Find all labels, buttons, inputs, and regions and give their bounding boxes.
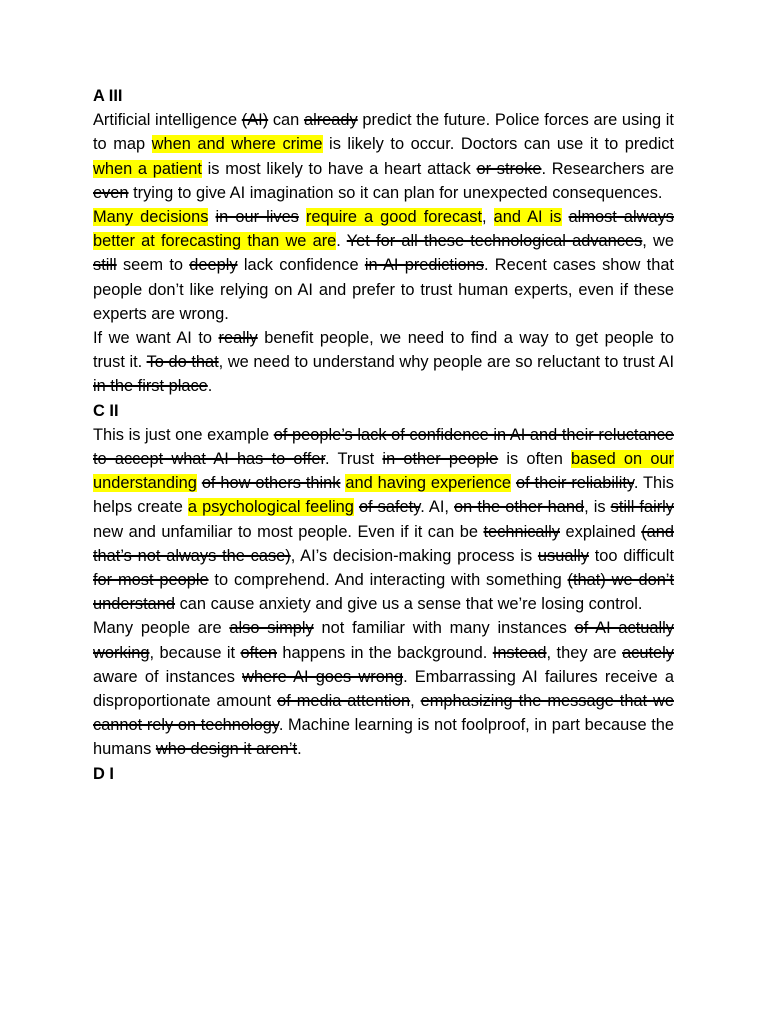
- highlighted-text: a psychological feeling: [187, 498, 354, 517]
- struck-text: of media attention: [277, 692, 411, 711]
- section-heading: D I: [93, 764, 114, 783]
- struck-text: still fairly: [610, 498, 675, 517]
- struck-text: acutely: [622, 643, 674, 662]
- text-run: benefit people, we need to find a way to get people to trust it.: [93, 329, 674, 372]
- paragraph: [93, 326, 674, 399]
- text-run: . Researchers are: [541, 159, 675, 178]
- text-run: can cause anxiety and give us a sense that we’re losing control.: [175, 595, 643, 614]
- text-run: . AI,: [420, 498, 455, 517]
- struck-text: even: [93, 183, 129, 202]
- document-body: [93, 84, 674, 786]
- text-run: ,: [482, 208, 494, 227]
- struck-text: often: [240, 643, 277, 662]
- struck-text: Yet for all these technological advances: [346, 232, 643, 251]
- struck-text: of their reliability: [515, 474, 634, 493]
- paragraph: [93, 423, 674, 617]
- struck-text: still: [93, 256, 117, 275]
- struck-text: in our lives: [215, 208, 299, 227]
- struck-text: also simply: [229, 619, 314, 638]
- text-run: . Embarrassing AI failures receive a disproportionate amount: [93, 667, 675, 711]
- text-run: [299, 208, 306, 226]
- text-run: .: [207, 377, 213, 396]
- paragraph: [93, 108, 674, 205]
- text-run: , is: [584, 498, 611, 517]
- highlighted-text: better at forecasting than we are: [93, 232, 337, 251]
- text-run: , we need to understand why people are so reluctant to trust AI: [218, 353, 675, 372]
- highlighted-text: require a good forecast: [305, 208, 483, 227]
- struck-text: technically: [483, 522, 560, 541]
- struck-text: of safety: [358, 498, 421, 517]
- highlighted-text: when and where crime: [151, 135, 323, 154]
- text-run: seem to: [116, 256, 190, 275]
- highlighted-text: and having experience: [345, 474, 512, 493]
- struck-text: almost always: [568, 208, 674, 227]
- paragraph: [93, 616, 674, 761]
- highlighted-text: based on our understanding: [93, 450, 675, 493]
- text-run: Artificial intelligence: [93, 111, 242, 130]
- struck-text: usually: [537, 546, 589, 565]
- struck-text: in other people: [382, 450, 499, 469]
- text-run: can: [268, 111, 304, 130]
- struck-text: of people’s lack of confidence in AI and their reluctance to accept what AI has to offer: [93, 425, 674, 469]
- struck-text: (and that’s not always the case): [93, 522, 675, 565]
- struck-text: already: [303, 111, 358, 130]
- struck-text: who design it aren’t: [155, 740, 298, 759]
- text-run: trying to give AI imagination so it can plan for unexpected consequences.: [128, 183, 663, 202]
- text-run: explained: [560, 522, 642, 541]
- text-run: . Machine learning is not foolproof, in part because the humans: [93, 716, 674, 759]
- text-run: happens in the background.: [276, 643, 493, 662]
- struck-text: To do that: [146, 353, 219, 372]
- struck-text: of how others think: [201, 474, 341, 493]
- paragraph: [93, 205, 674, 326]
- struck-text: of AI actually working: [93, 619, 674, 662]
- text-run: too difficult: [588, 546, 674, 565]
- text-run: to comprehend. And interacting with something: [208, 571, 568, 590]
- highlighted-text: when a patient: [93, 159, 202, 178]
- text-run: [208, 208, 215, 226]
- struck-text: (that) we don’t understand: [93, 571, 675, 614]
- text-run: .: [297, 740, 302, 759]
- text-run: is most likely to have a heart attack: [201, 159, 477, 178]
- struck-text: for most people: [93, 571, 209, 590]
- text-run: , they are: [546, 643, 623, 662]
- text-run: , AI’s decision-making process is: [290, 546, 538, 565]
- text-run: is often: [498, 450, 572, 469]
- text-run: , we: [642, 232, 674, 251]
- section-heading: A III: [93, 87, 123, 105]
- struck-text: emphasizing the message that we cannot rely on technology: [93, 692, 674, 735]
- text-run: . This helps create: [93, 474, 675, 517]
- text-run: predict the future. Police forces are using it to map: [93, 111, 674, 154]
- text-run: , because it: [149, 643, 241, 662]
- text-run: new and unfamiliar to most people. Even if it can be: [93, 522, 484, 541]
- highlighted-text: Many decisions: [93, 208, 209, 227]
- text-run: . Trust: [325, 450, 383, 469]
- text-run: aware of instances: [93, 667, 243, 686]
- highlighted-text: and AI is: [493, 208, 562, 227]
- struck-text: really: [218, 329, 258, 348]
- struck-text: Instead: [492, 643, 547, 662]
- text-run: is likely to occur. Doctors can use it to predict: [322, 135, 674, 154]
- text-run: This is just one example: [93, 425, 274, 444]
- text-run: If we want AI to: [93, 329, 219, 348]
- struck-text: or stroke: [476, 159, 542, 178]
- text-run: lack confidence: [237, 256, 365, 275]
- struck-text: on the other hand: [454, 498, 585, 517]
- text-run: .: [336, 232, 347, 251]
- text-run: not familiar with many instances: [313, 619, 575, 638]
- struck-text: in the first place: [93, 377, 208, 396]
- struck-text: deeply: [189, 256, 238, 275]
- text-run: . Recent cases show that people don’t like relying on AI and prefer to trust human experts, even if these experts are wrong.: [93, 256, 674, 323]
- text-run: [562, 208, 569, 226]
- struck-text: where AI goes wrong: [242, 667, 404, 686]
- struck-text: in AI predictions: [364, 256, 484, 275]
- text-run: Many people are: [93, 619, 230, 638]
- struck-text: (AI): [241, 111, 269, 130]
- text-run: ,: [410, 692, 421, 711]
- section-heading: C II: [93, 401, 119, 420]
